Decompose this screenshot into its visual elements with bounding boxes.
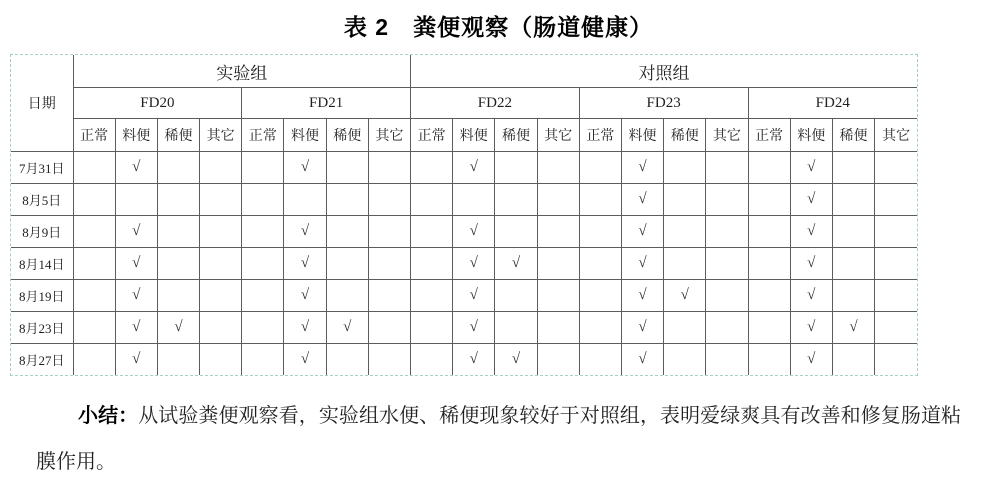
header-subcolumn: 稀便 — [495, 119, 537, 152]
empty-cell — [748, 216, 790, 248]
check-cell: √ — [495, 344, 537, 376]
empty-cell — [242, 344, 284, 376]
empty-cell — [242, 216, 284, 248]
check-cell: √ — [115, 280, 157, 312]
empty-cell — [579, 216, 621, 248]
check-cell: √ — [115, 312, 157, 344]
header-animal: FD24 — [748, 88, 917, 119]
check-cell: √ — [157, 312, 199, 344]
empty-cell — [242, 248, 284, 280]
check-cell: √ — [790, 344, 832, 376]
check-cell: √ — [790, 152, 832, 184]
empty-cell — [706, 184, 748, 216]
empty-cell — [537, 152, 579, 184]
check-cell: √ — [790, 184, 832, 216]
empty-cell — [664, 152, 706, 184]
empty-cell — [579, 152, 621, 184]
header-subcolumn: 料便 — [453, 119, 495, 152]
table-title: 表 2 粪便观察（肠道健康） — [343, 14, 654, 40]
empty-cell — [832, 184, 874, 216]
empty-cell — [411, 184, 453, 216]
empty-cell — [664, 216, 706, 248]
empty-cell — [73, 248, 115, 280]
empty-cell — [411, 280, 453, 312]
empty-cell — [200, 344, 242, 376]
check-cell: √ — [115, 344, 157, 376]
check-cell: √ — [790, 280, 832, 312]
check-cell: √ — [453, 248, 495, 280]
check-cell: √ — [790, 312, 832, 344]
document-page — [0, 9, 997, 485]
check-cell: √ — [453, 152, 495, 184]
empty-cell — [200, 248, 242, 280]
empty-cell — [411, 216, 453, 248]
header-animal: FD21 — [242, 88, 411, 119]
empty-cell — [200, 216, 242, 248]
empty-cell — [706, 152, 748, 184]
row-date: 8月5日 — [11, 184, 73, 216]
header-row-subcolumns — [11, 119, 917, 152]
empty-cell — [326, 280, 368, 312]
check-cell: √ — [621, 312, 663, 344]
empty-cell — [537, 184, 579, 216]
table-row — [11, 280, 917, 312]
empty-cell — [495, 216, 537, 248]
empty-cell — [748, 344, 790, 376]
empty-cell — [368, 312, 410, 344]
row-date: 7月31日 — [11, 152, 73, 184]
empty-cell — [875, 344, 917, 376]
header-subcolumn: 料便 — [621, 119, 663, 152]
empty-cell — [875, 216, 917, 248]
empty-cell — [73, 280, 115, 312]
empty-cell — [495, 152, 537, 184]
check-cell: √ — [621, 248, 663, 280]
empty-cell — [73, 216, 115, 248]
header-date: 日期 — [11, 55, 73, 152]
header-animal: FD20 — [73, 88, 242, 119]
header-subcolumn: 正常 — [579, 119, 621, 152]
check-cell: √ — [453, 280, 495, 312]
empty-cell — [411, 152, 453, 184]
empty-cell — [368, 344, 410, 376]
empty-cell — [200, 312, 242, 344]
empty-cell — [664, 312, 706, 344]
check-cell: √ — [284, 312, 326, 344]
table-row — [11, 216, 917, 248]
empty-cell — [73, 312, 115, 344]
empty-cell — [326, 248, 368, 280]
empty-cell — [200, 152, 242, 184]
empty-cell — [664, 248, 706, 280]
empty-cell — [706, 248, 748, 280]
summary-paragraph — [36, 393, 961, 485]
empty-cell — [537, 248, 579, 280]
empty-cell — [368, 152, 410, 184]
summary-label: 小结： — [78, 405, 139, 427]
empty-cell — [579, 184, 621, 216]
observation-table-border — [10, 54, 918, 376]
empty-cell — [495, 184, 537, 216]
header-subcolumn: 料便 — [284, 119, 326, 152]
check-cell: √ — [621, 184, 663, 216]
check-cell: √ — [790, 248, 832, 280]
empty-cell — [368, 248, 410, 280]
header-subcolumn: 稀便 — [326, 119, 368, 152]
empty-cell — [706, 280, 748, 312]
empty-cell — [748, 312, 790, 344]
empty-cell — [200, 280, 242, 312]
check-cell: √ — [115, 216, 157, 248]
header-animal: FD23 — [579, 88, 748, 119]
empty-cell — [537, 280, 579, 312]
check-cell: √ — [621, 216, 663, 248]
header-animal: FD22 — [411, 88, 580, 119]
check-cell: √ — [453, 312, 495, 344]
empty-cell — [748, 152, 790, 184]
table-row — [11, 344, 917, 376]
check-cell: √ — [115, 152, 157, 184]
empty-cell — [495, 280, 537, 312]
header-row-animals — [11, 88, 917, 119]
empty-cell — [411, 344, 453, 376]
empty-cell — [242, 312, 284, 344]
row-date: 8月19日 — [11, 280, 73, 312]
header-subcolumn: 正常 — [73, 119, 115, 152]
empty-cell — [537, 216, 579, 248]
empty-cell — [157, 344, 199, 376]
empty-cell — [326, 184, 368, 216]
check-cell: √ — [284, 248, 326, 280]
empty-cell — [832, 216, 874, 248]
check-cell: √ — [664, 280, 706, 312]
empty-cell — [875, 184, 917, 216]
empty-cell — [706, 344, 748, 376]
header-subcolumn: 稀便 — [832, 119, 874, 152]
table-row — [11, 312, 917, 344]
check-cell: √ — [284, 344, 326, 376]
row-date: 8月27日 — [11, 344, 73, 376]
empty-cell — [832, 344, 874, 376]
check-cell: √ — [284, 152, 326, 184]
header-row-groups — [11, 55, 917, 88]
empty-cell — [368, 216, 410, 248]
header-subcolumn: 正常 — [242, 119, 284, 152]
empty-cell — [537, 312, 579, 344]
empty-cell — [242, 152, 284, 184]
header-subcolumn: 料便 — [790, 119, 832, 152]
empty-cell — [326, 152, 368, 184]
empty-cell — [115, 184, 157, 216]
empty-cell — [157, 248, 199, 280]
empty-cell — [157, 280, 199, 312]
table-row — [11, 152, 917, 184]
empty-cell — [832, 152, 874, 184]
header-group: 实验组 — [73, 55, 411, 88]
table-row — [11, 248, 917, 280]
empty-cell — [326, 344, 368, 376]
empty-cell — [73, 152, 115, 184]
empty-cell — [537, 344, 579, 376]
check-cell: √ — [284, 216, 326, 248]
empty-cell — [157, 152, 199, 184]
check-cell: √ — [284, 280, 326, 312]
header-subcolumn: 其它 — [706, 119, 748, 152]
row-date: 8月14日 — [11, 248, 73, 280]
header-group: 对照组 — [411, 55, 918, 88]
empty-cell — [284, 184, 326, 216]
check-cell: √ — [621, 280, 663, 312]
empty-cell — [579, 280, 621, 312]
header-subcolumn: 料便 — [115, 119, 157, 152]
table-body — [11, 152, 917, 376]
table-header — [11, 55, 917, 152]
row-date: 8月9日 — [11, 216, 73, 248]
header-subcolumn: 稀便 — [664, 119, 706, 152]
empty-cell — [157, 216, 199, 248]
empty-cell — [242, 280, 284, 312]
check-cell: √ — [115, 248, 157, 280]
header-subcolumn: 正常 — [748, 119, 790, 152]
empty-cell — [875, 248, 917, 280]
empty-cell — [748, 280, 790, 312]
empty-cell — [875, 280, 917, 312]
check-cell: √ — [453, 344, 495, 376]
table-row — [11, 184, 917, 216]
header-subcolumn: 其它 — [875, 119, 917, 152]
summary-text: 从试验粪便观察看，实验组水便、稀便现象较好于对照组，表明爱绿爽具有改善和修复肠道粘膜作用。 — [36, 405, 962, 473]
header-subcolumn: 其它 — [537, 119, 579, 152]
check-cell: √ — [790, 216, 832, 248]
empty-cell — [73, 184, 115, 216]
header-subcolumn: 稀便 — [157, 119, 199, 152]
empty-cell — [157, 184, 199, 216]
empty-cell — [664, 344, 706, 376]
empty-cell — [706, 312, 748, 344]
empty-cell — [832, 248, 874, 280]
check-cell: √ — [621, 344, 663, 376]
empty-cell — [411, 312, 453, 344]
empty-cell — [832, 280, 874, 312]
empty-cell — [411, 248, 453, 280]
empty-cell — [664, 184, 706, 216]
check-cell: √ — [495, 248, 537, 280]
check-cell: √ — [832, 312, 874, 344]
empty-cell — [875, 152, 917, 184]
empty-cell — [875, 312, 917, 344]
empty-cell — [579, 344, 621, 376]
row-date: 8月23日 — [11, 312, 73, 344]
empty-cell — [579, 312, 621, 344]
check-cell: √ — [621, 152, 663, 184]
empty-cell — [748, 184, 790, 216]
empty-cell — [73, 344, 115, 376]
header-subcolumn: 其它 — [368, 119, 410, 152]
empty-cell — [326, 216, 368, 248]
empty-cell — [495, 312, 537, 344]
observation-table — [11, 55, 917, 375]
empty-cell — [706, 216, 748, 248]
empty-cell — [200, 184, 242, 216]
check-cell: √ — [326, 312, 368, 344]
empty-cell — [453, 184, 495, 216]
empty-cell — [748, 248, 790, 280]
header-subcolumn: 正常 — [411, 119, 453, 152]
empty-cell — [242, 184, 284, 216]
header-subcolumn: 其它 — [200, 119, 242, 152]
empty-cell — [368, 280, 410, 312]
empty-cell — [579, 248, 621, 280]
empty-cell — [368, 184, 410, 216]
check-cell: √ — [453, 216, 495, 248]
